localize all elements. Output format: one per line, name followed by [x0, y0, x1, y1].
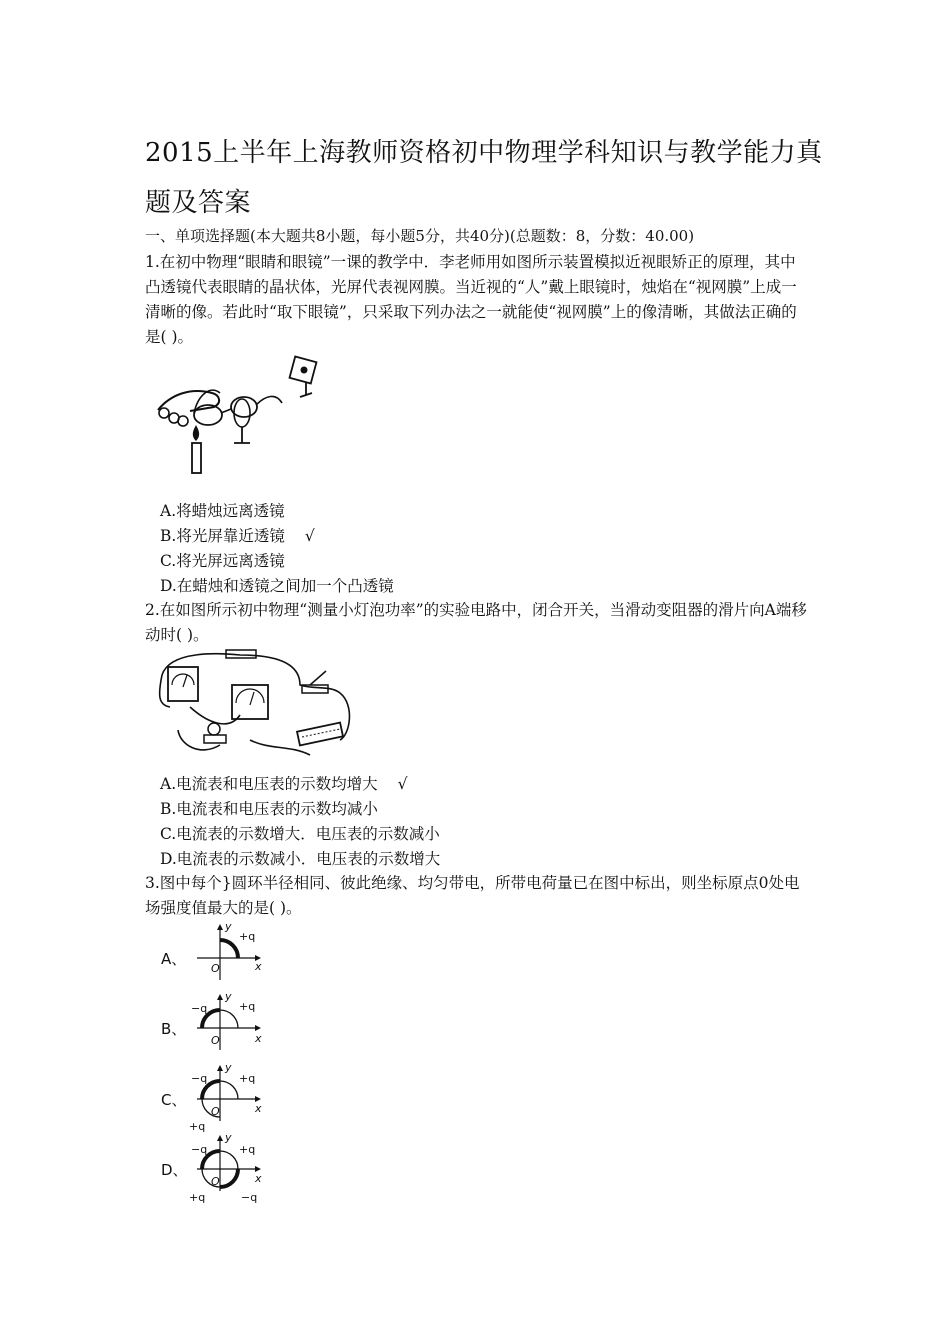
question-1-option-a: [160, 501, 305, 521]
svg-text:O: O: [211, 1105, 220, 1118]
question-3-figure: [155, 922, 275, 1212]
svg-text:+q: +q: [189, 1120, 206, 1133]
question-1-text: 1.在初中物理“眼睛和眼镜”一课的教学中．李老师用如图所示装置模拟近视眼矫正的原理，其中凸透镜代表眼睛的晶状体，光屏代表视网膜。当近视的“人”戴上眼镜时，烛焰在“视网膜”上成一清晰的像。若此时“取下眼镜”，只采取下列办法之一就能使“视网膜”上的像清晰，其做法正确的是( )。: [145, 253, 797, 346]
question-2-figure: [150, 645, 370, 765]
option-label: A.电流表和电压表的示数均增大: [160, 775, 378, 793]
question-1-option-d: [160, 576, 414, 596]
question-2-option-a: [160, 774, 408, 794]
question-1-option-b: [160, 526, 315, 546]
question-2-text: 2.在如图所示初中物理“测量小灯泡功率”的实验电路中，闭合开关，当滑动变阻器的滑片向A端移动时( )。: [145, 601, 807, 644]
svg-text:O: O: [211, 962, 220, 975]
question-1-option-c: [160, 551, 305, 571]
svg-text:−q: −q: [191, 1002, 208, 1015]
option-a-label: A、: [161, 950, 187, 968]
question-2-option-b: [160, 799, 398, 819]
svg-text:y: y: [225, 922, 232, 933]
question-2-option-d: [160, 849, 460, 869]
svg-text:x: x: [255, 960, 262, 973]
option-c-label: C、: [161, 1091, 187, 1109]
svg-text:+q: +q: [239, 1143, 256, 1156]
answer-mark: √: [304, 527, 315, 545]
option-label: C.将光屏远离透镜: [160, 552, 285, 570]
svg-text:+q: +q: [189, 1191, 206, 1204]
svg-text:−q: −q: [191, 1143, 208, 1156]
svg-text:y: y: [225, 990, 232, 1003]
question-2-option-c: [160, 824, 460, 844]
svg-text:+q: +q: [239, 1072, 256, 1085]
svg-text:O: O: [211, 1175, 220, 1188]
section-header: 一、单项选择题(本大题共8小题，每小题5分，共40分)(总题数：8，分数：40.00): [145, 227, 695, 245]
svg-text:−q: −q: [241, 1191, 258, 1204]
option-label: D.电流表的示数减小．电压表的示数增大: [160, 850, 441, 868]
option-b-label: B、: [161, 1020, 187, 1038]
answer-mark: √: [397, 775, 408, 793]
option-label: B.将光屏靠近透镜: [160, 527, 285, 545]
svg-text:y: y: [225, 1131, 232, 1144]
option-label: B.电流表和电压表的示数均减小: [160, 800, 378, 818]
svg-text:y: y: [225, 1061, 232, 1074]
svg-text:−q: −q: [191, 1072, 208, 1085]
page-title: 2015上半年上海教师资格初中物理学科知识与教学能力真题及答案: [145, 138, 823, 218]
option-d-label: D、: [161, 1161, 188, 1179]
option-label: A.将蜡烛远离透镜: [160, 502, 285, 520]
svg-text:O: O: [211, 1034, 220, 1047]
option-label: C.电流表的示数增大．电压表的示数减小: [160, 825, 440, 843]
svg-text:x: x: [255, 1102, 262, 1115]
question-1-figure: [150, 355, 330, 480]
question-3-text: 3.图中每个}圆环半径相同、彼此绝缘、均匀带电，所带电荷量已在图中标出，则坐标原点0处电场强度值最大的是( )。: [145, 874, 800, 917]
option-label: D.在蜡烛和透镜之间加一个凸透镜: [160, 577, 394, 595]
svg-text:x: x: [255, 1172, 262, 1185]
svg-text:+q: +q: [239, 930, 256, 943]
svg-text:x: x: [255, 1032, 262, 1045]
svg-text:+q: +q: [239, 1000, 256, 1013]
